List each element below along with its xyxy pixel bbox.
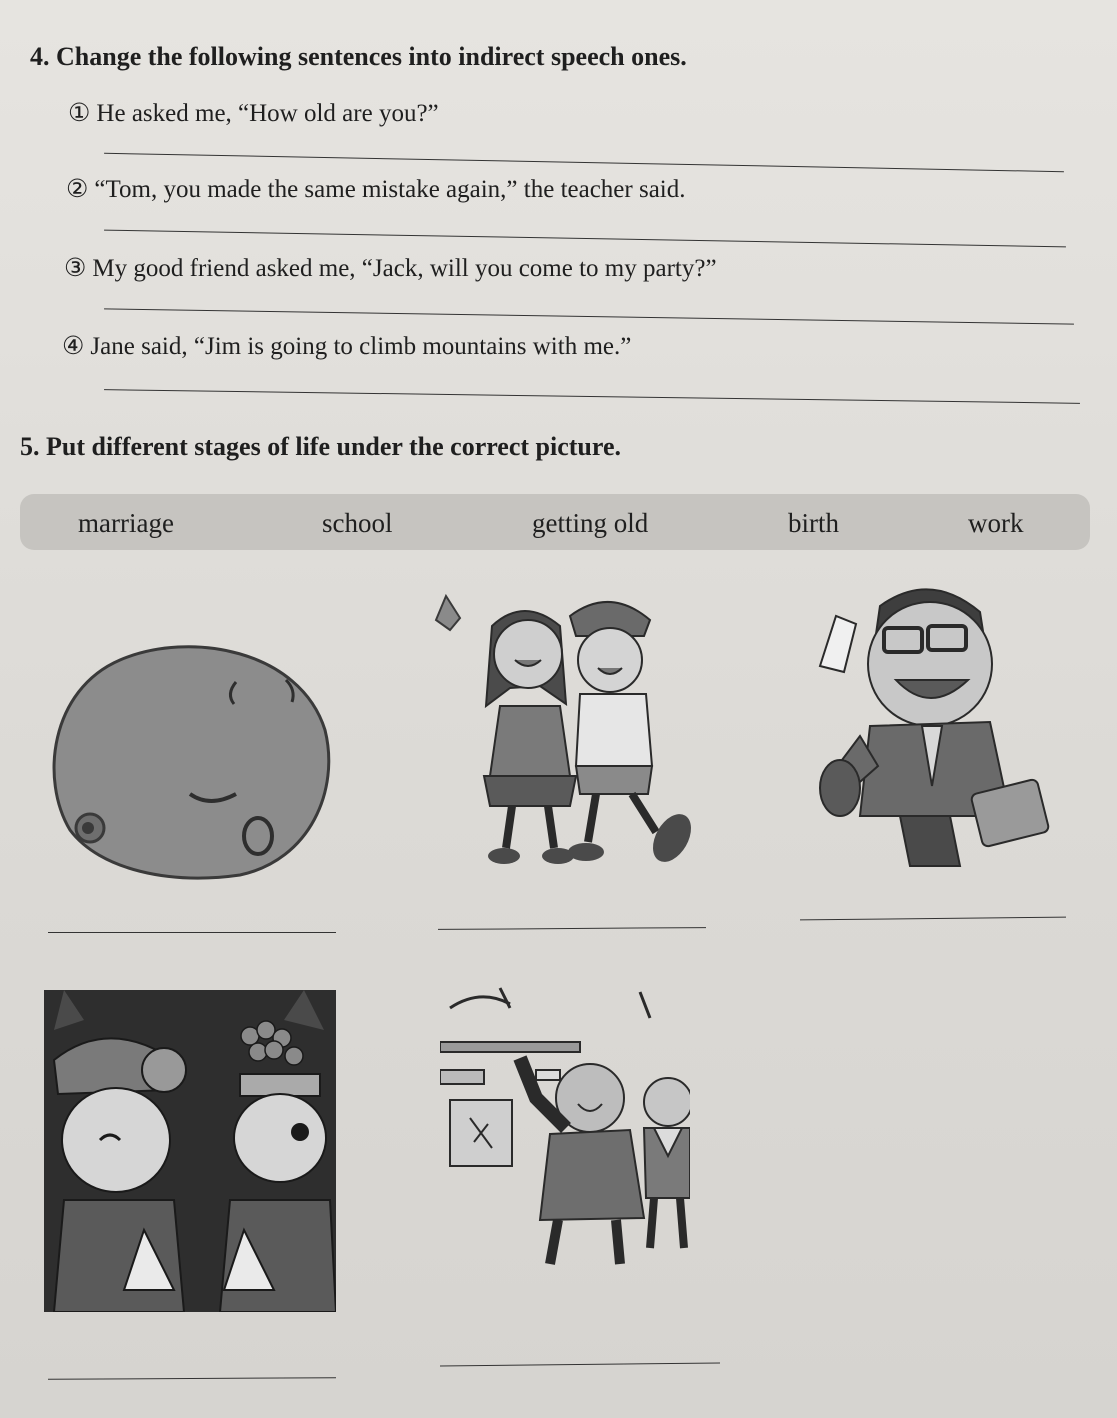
section-5-title: 5. Put different stages of life under the correct picture. [20,432,621,461]
sentence-2-number: ② [66,176,89,203]
answer-line-picture-3[interactable] [800,917,1066,921]
answer-line-3[interactable] [104,308,1074,324]
answer-line-2[interactable] [104,230,1066,248]
sentence-4 [62,331,631,361]
answer-line-picture-1[interactable] [48,932,336,933]
word-work: work [968,508,1024,538]
sentence-2 [66,174,686,204]
sentence-1-text: He asked me, “How old are you?” [96,100,439,127]
word-marriage: marriage [78,508,174,538]
word-birth: birth [788,508,839,538]
baby-face-icon [40,630,340,880]
schoolchildren-icon [420,576,710,876]
sentence-3-number: ③ [64,255,87,282]
answer-line-4[interactable] [104,389,1080,404]
sentence-4-text: Jane said, “Jim is going to climb mountains with me.” [90,333,632,360]
answer-line-picture-4[interactable] [48,1377,336,1380]
sentence-1-number: ① [68,100,91,127]
sentence-2-text: “Tom, you made the same mistake again,” the teacher said. [94,176,686,203]
word-bank [20,494,1090,550]
businessman-icon [800,576,1070,876]
elderly-man-and-boy-icon [440,978,690,1278]
wedding-couple-icon [44,990,336,1312]
answer-line-1[interactable] [104,153,1064,172]
word-school: school [322,508,393,538]
answer-line-picture-2[interactable] [438,927,706,930]
sentence-3-text: My good friend asked me, “Jack, will you come to my party?” [92,255,717,282]
answer-line-picture-5[interactable] [440,1363,720,1367]
sentence-1 [68,98,439,128]
word-getting-old: getting old [532,508,649,538]
sentence-3 [64,253,717,283]
sentence-4-number: ④ [62,333,85,360]
section-4-title: 4. Change the following sentences into indirect speech ones. [30,42,687,71]
